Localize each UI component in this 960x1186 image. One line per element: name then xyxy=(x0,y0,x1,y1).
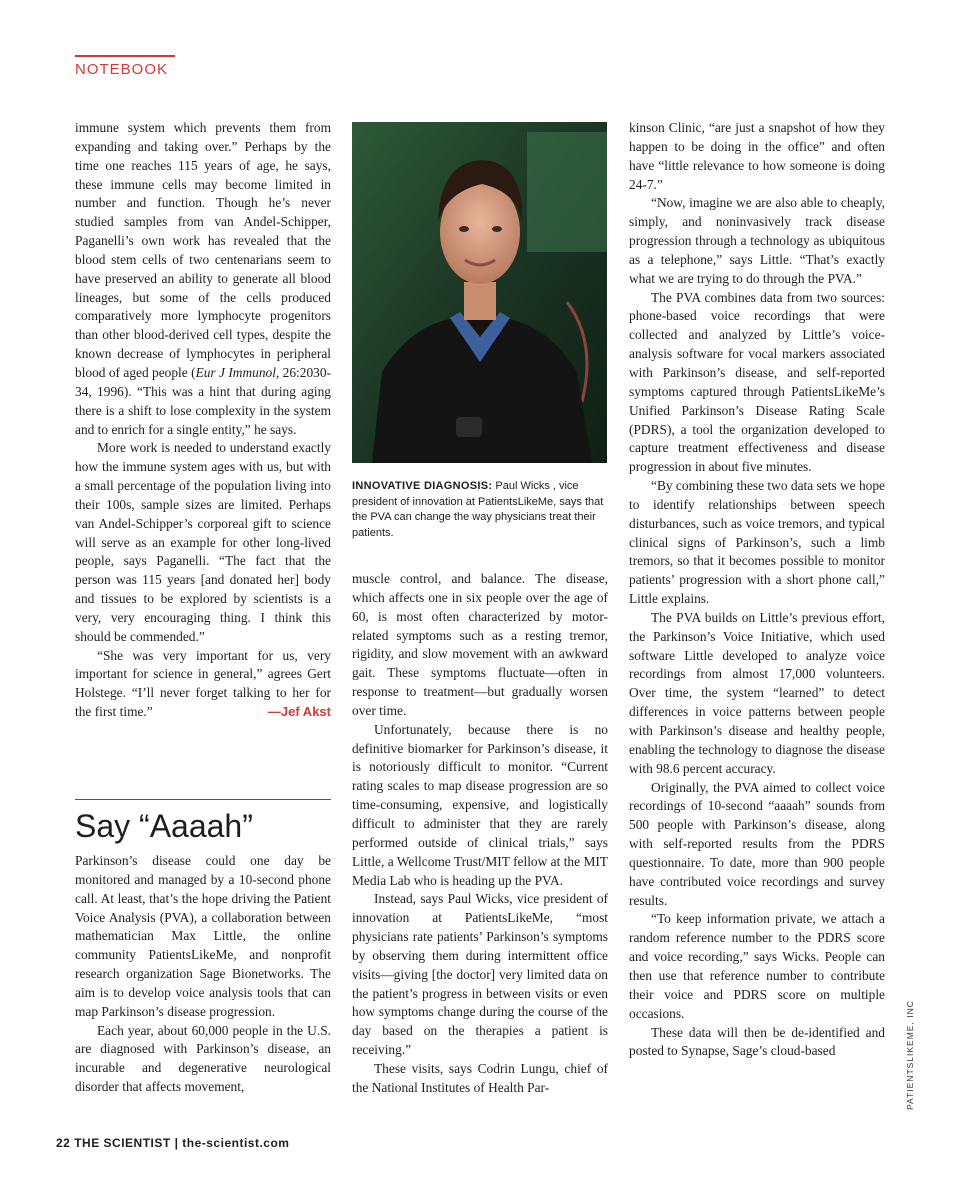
portrait-illustration xyxy=(352,122,607,463)
citation: Eur J Immunol xyxy=(195,364,276,380)
paragraph: These visits, says Codrin Lungu, chief of the National Institutes of Health Par- xyxy=(352,1060,608,1095)
paragraph: Originally, the PVA aimed to collect voice recordings of 10-second “aaaah” sounds from 500 people with Parkinson’s disease, along with self-reported results from the PDRS questionnaire. To date, more than 900 people have contributed voice recordings and survey results. xyxy=(629,779,885,908)
column-3 xyxy=(629,119,885,1061)
paragraph: kinson Clinic, “are just a snapshot of how they happen to be doing in the office” and often have “little relevance to how someone is doing 24-7.” xyxy=(629,120,885,192)
magazine-name: THE SCIENTIST xyxy=(74,1136,171,1150)
caption-heading: INNOVATIVE DIAGNOSIS: xyxy=(352,480,493,492)
author-byline: —Jef Akst xyxy=(267,704,331,720)
paragraph: “Now, imagine we are also able to cheaply, simply, and noninvasively track disease progression through a technology as ubiquitous as a telephone,” says Little. “That’s exactly what we are trying to do through the PVA.” xyxy=(629,195,885,286)
section-label: NOTEBOOK xyxy=(75,61,169,78)
paragraph: muscle control, and balance. The disease, which affects one in six people over the age of 60, is most often characterized by motor-related symptoms such as a resting tremor, rigidity, and slow movement with an awkward gait. These symptoms fluctuate—often in response to treatment—but gradually worsen over time. xyxy=(352,571,608,718)
paragraph: The PVA builds on Little’s previous effort, the Parkinson’s Voice Initiative, which used software Little developed to analyze voice recordings from almost 17,000 volunteers. Over time, the system “learned” to detect differences in voice patterns between people with Parkinson’s disease and healthy people, enabling the technology to diagnose the disease with 98.6 percent accuracy. xyxy=(629,609,885,776)
paragraph: “By combining these two data sets we hope to identify relationships between speech disturbances, such as voice tremors, and typical clinical signs of Parkinson’s, such a limb tremors, so that it becomes possible to monitor patients’ progression with a short phone call,” Little explains. xyxy=(629,478,885,607)
article-headline: Say “Aaaah” xyxy=(75,808,253,844)
paragraph: immune system which prevents them from expanding and taking over.” Perhaps by the time one reaches 115 years of age, he says, these immune cells may become limited in number and function. Though he’s never studied samples from van Andel-Schipper, Paganelli’s own work has revealed that the blood stem cells of two centenarians seem to have preserved an ability to generate all blood lineages, but some of the cells produced comparatively more lymphocyte progenitors than other blood-derived cell types, despite the known decrease of lymphocytes in peripheral blood of aged people (Eur J Immunol, 26:2030-34, 1996). “This was a hint that during aging there is a shift to lose complexity in the system and to enrich for a single entity,” he says. xyxy=(75,120,332,437)
paragraph: Parkinson’s disease could one day be monitored and managed by a 10-second phone call. At least, that’s the hope driving the Patient Voice Analysis (PVA), a collaboration between mathematician Max Little, the online community PatientsLikeMe, and nonprofit research organization Sage Bionetworks. The aim is to develop voice analysis tools that can map Parkinson’s disease progression. xyxy=(75,853,331,1019)
article-divider xyxy=(75,799,331,800)
page-footer xyxy=(56,1136,289,1150)
paragraph: Each year, about 60,000 people in the U.S. are diagnosed with Parkinson’s disease, an incurable and degenerative neurological disorder that affects movement, xyxy=(75,1022,331,1095)
portrait-photo xyxy=(352,122,607,463)
column-1 xyxy=(75,119,331,722)
paragraph: “She was very important for us, very important for science in general,” agrees Gert Holstege. “I’ll never forget talking to her for the first time.” —Jef Akst xyxy=(75,647,331,722)
paragraph: Unfortunately, because there is no definitive biomarker for Parkinson’s disease, it is notoriously difficult to monitor. “Current rating scales to map disease progression are so time-consuming, expensive, and logistically difficult to administer that they are rarely performed outside of clinical trials,” says Little, a Wellcome Trust/MIT fellow at the MIT Media Lab who is heading up the PVA. xyxy=(352,721,608,888)
paragraph: More work is needed to understand exactly how the immune system ages with us, but with a small percentage of the population living into their 100s, sample sizes are limited. Perhaps van Andel-Schipper’s corporeal gift to science will serve as an example for other long-lived people, says Paganelli. “The fact that the person was 115 years [and donated her] body and tissues to be explored by scientists is a very, very encouraging thing. I think this should be commended.” xyxy=(75,440,331,644)
paragraph: The PVA combines data from two sources: phone-based voice recordings that were collected and analyzed by Little’s voice-analysis software for vocal markers associated with Parkinson’s disease, and self-reported symptoms captured through PatientsLikeMe’s Unified Parkinson’s Disease Rating Scale (PDRS), a tool the organization developed to capture treatment effectiveness and disease progression in about five minutes. xyxy=(629,289,885,475)
page-number: 22 xyxy=(56,1136,71,1150)
caption-text: Paul Wicks , vice president of innovation at PatientsLikeMe, says that the PVA can change the way physicians treat their patients. xyxy=(352,480,604,539)
footer-separator: | xyxy=(174,1136,179,1150)
photo-caption xyxy=(352,479,608,541)
paragraph: “To keep information private, we attach a random reference number to the PDRS score and voice recording,” says Wicks. People can then use that reference number to contribute their voice and PDRS score on multiple occasions. xyxy=(629,911,885,1021)
section-rule xyxy=(75,55,175,57)
column-2 xyxy=(352,570,608,1098)
paragraph: These data will then be de-identified and posted to Synapse, Sage’s cloud-based xyxy=(629,1024,885,1059)
column-1-article xyxy=(75,852,331,1097)
paragraph: Instead, says Paul Wicks, vice president of innovation at PatientsLikeMe, “most physicians rate patients’ Parkinson’s symptoms by observing them during intermittent office visits—giving [the doctor] very limited data on the patient’s progress in between visits or even how symptoms change during the course of the day based on the therapies a patient is receiving.” xyxy=(352,891,608,1058)
website-link: the-scientist.com xyxy=(182,1136,290,1150)
photo-credit: PATIENTSLIKEME, INC xyxy=(905,1000,915,1110)
